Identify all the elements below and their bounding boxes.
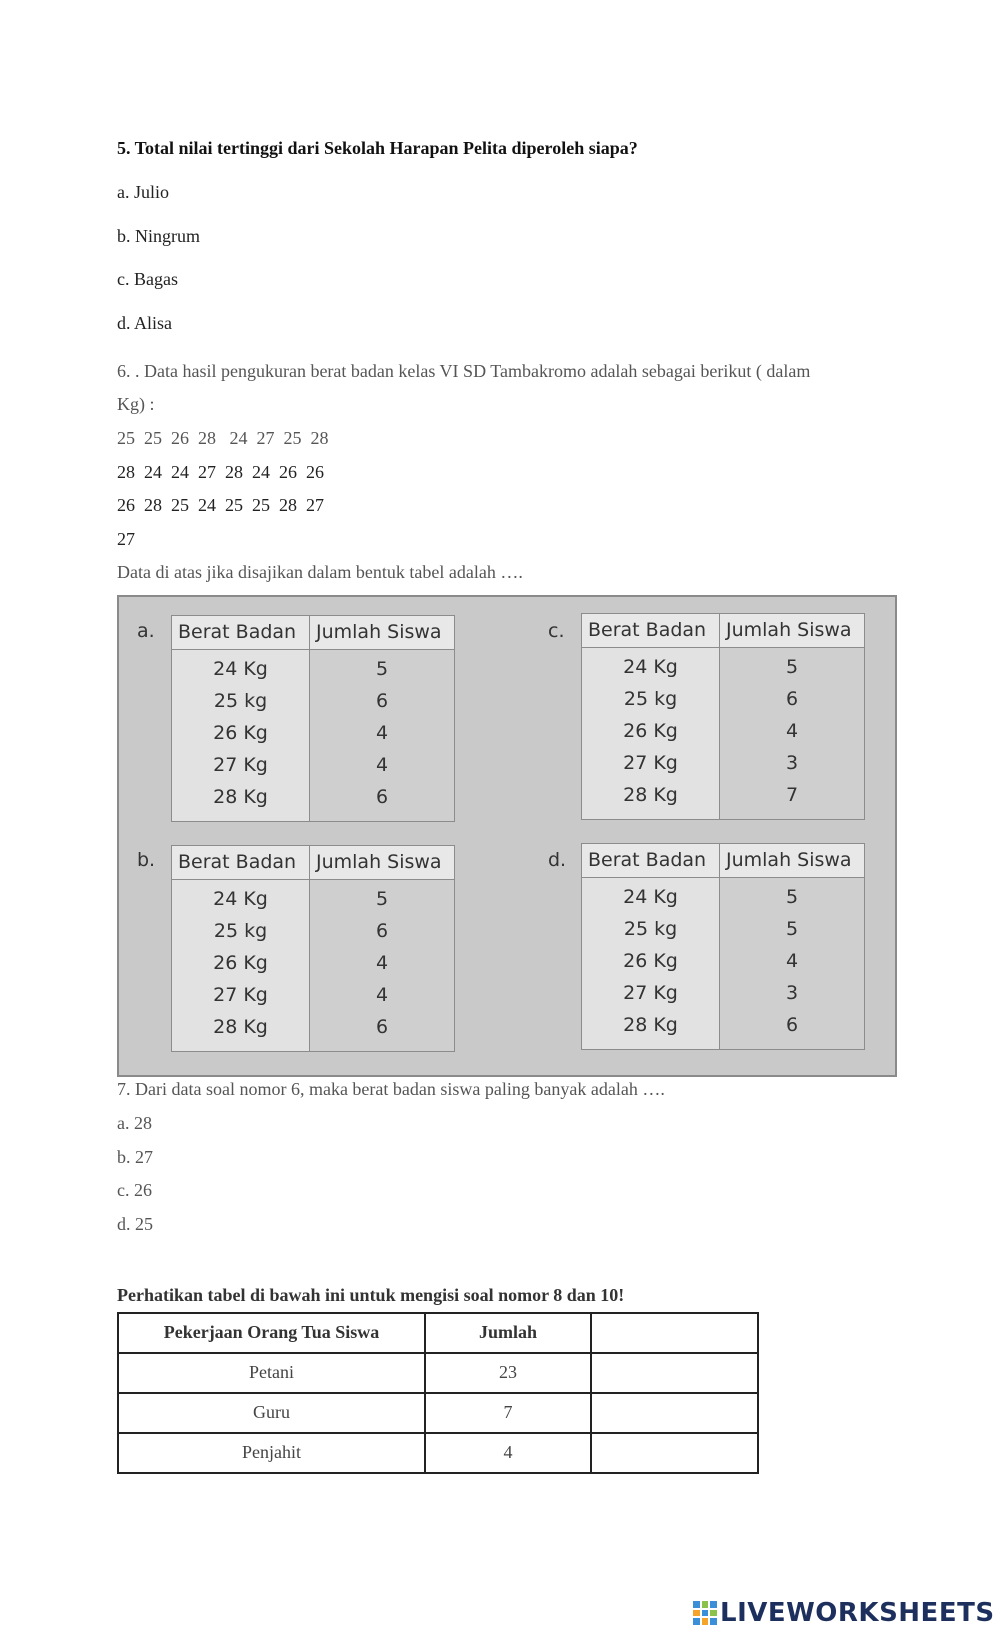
q6-data-row-4: 27: [117, 529, 135, 549]
q5-option-b: b. Ningrum: [117, 226, 200, 246]
option-a-weight: 28 Kg: [213, 786, 268, 808]
empty-cell: [591, 1353, 758, 1393]
table-row: [118, 1353, 758, 1393]
count-cell: 4: [425, 1433, 591, 1473]
job-cell: Petani: [118, 1353, 425, 1393]
option-b-weight: 27 Kg: [213, 984, 268, 1006]
option-a-count: 6: [375, 786, 389, 808]
option-d-weight: 27 Kg: [623, 982, 678, 1004]
q7-question: 7. Dari data soal nomor 6, maka berat badan siswa paling banyak adalah ….: [117, 1079, 665, 1099]
option-b-weight: 25 kg: [213, 920, 268, 942]
job-cell: Penjahit: [118, 1433, 425, 1473]
logo-text: LIVEWORKSHEETS: [720, 1598, 995, 1628]
option-d-weight: 28 Kg: [623, 1014, 678, 1036]
option-a-count: 4: [375, 754, 389, 776]
option-a-header-count: Jumlah Siswa: [316, 621, 442, 643]
header-count: Jumlah: [425, 1313, 591, 1353]
option-b-count: 4: [375, 952, 389, 974]
option-b-header-count: Jumlah Siswa: [316, 851, 442, 873]
option-c-count: 4: [785, 720, 799, 742]
table-row: [118, 1393, 758, 1433]
q5-option-c: c. Bagas: [117, 269, 178, 289]
option-d-count: 5: [785, 886, 799, 908]
q6-data-row-3: 26 28 25 24 25 25 28 27: [117, 495, 324, 515]
option-a-header-weight: Berat Badan: [172, 616, 310, 649]
option-b-weight: 24 Kg: [213, 888, 268, 910]
option-a-count: 6: [375, 690, 389, 712]
option-b-weight: 26 Kg: [213, 952, 268, 974]
q6-data-row-1: 25 25 26 28 24 27 25 28: [117, 428, 329, 448]
q7-option-b: b. 27: [117, 1147, 153, 1167]
option-d-count: 5: [785, 918, 799, 940]
option-b-count: 4: [375, 984, 389, 1006]
table-header-row: [118, 1313, 758, 1353]
option-c-header-weight: Berat Badan: [582, 614, 720, 647]
option-b-count: 5: [375, 888, 389, 910]
option-c-count: 7: [785, 784, 799, 806]
q5-option-a: a. Julio: [117, 182, 169, 202]
table-row: [118, 1433, 758, 1473]
q6-question-line2: Kg) :: [117, 394, 155, 414]
q5-option-d: d. Alisa: [117, 313, 173, 333]
empty-cell: [591, 1433, 758, 1473]
q5-question: 5. Total nilai tertinggi dari Sekolah Harapan Pelita diperoleh siapa?: [117, 138, 638, 158]
liveworksheets-logo: [693, 1598, 995, 1628]
option-b-weight: 28 Kg: [213, 1016, 268, 1038]
logo-grid-icon: [693, 1601, 717, 1625]
option-a-weight: 26 Kg: [213, 722, 268, 744]
option-d-count: 4: [785, 950, 799, 972]
q6-options-panel: [117, 595, 897, 1077]
option-a-count: 5: [375, 658, 389, 680]
option-d-count: 6: [785, 1014, 799, 1036]
option-c-weight: 28 Kg: [623, 784, 678, 806]
q7-option-c: c. 26: [117, 1180, 152, 1200]
job-cell: Guru: [118, 1393, 425, 1433]
count-cell: 7: [425, 1393, 591, 1433]
empty-cell: [591, 1393, 758, 1433]
option-b-table: [171, 845, 455, 1052]
option-c-weight: 26 Kg: [623, 720, 678, 742]
option-a-count: 4: [375, 722, 389, 744]
option-d-table: [581, 843, 865, 1050]
option-c-weight: 27 Kg: [623, 752, 678, 774]
option-c-count: 3: [785, 752, 799, 774]
option-c-count: 5: [785, 656, 799, 678]
option-c-header-count: Jumlah Siswa: [726, 619, 852, 641]
section-instruction: Perhatikan tabel di bawah ini untuk mengisi soal nomor 8 dan 10!: [117, 1285, 625, 1305]
option-d-letter: d.: [548, 849, 567, 871]
header-job: Pekerjaan Orang Tua Siswa: [118, 1313, 425, 1353]
q7-option-a: a. 28: [117, 1113, 152, 1133]
option-c-count: 6: [785, 688, 799, 710]
count-cell: 23: [425, 1353, 591, 1393]
option-b-count: 6: [375, 1016, 389, 1038]
q6-prompt: Data di atas jika disajikan dalam bentuk tabel adalah ….: [117, 562, 523, 582]
option-d-header-weight: Berat Badan: [582, 844, 720, 877]
q7-option-d: d. 25: [117, 1214, 153, 1234]
option-b-count: 6: [375, 920, 389, 942]
option-a-weight: 24 Kg: [213, 658, 268, 680]
parent-job-table: [117, 1312, 759, 1474]
option-c-table: [581, 613, 865, 820]
option-c-weight: 24 Kg: [623, 656, 678, 678]
option-a-table: [171, 615, 455, 822]
option-d-weight: 26 Kg: [623, 950, 678, 972]
option-a-weight: 25 kg: [213, 690, 268, 712]
q6-data-row-2: 28 24 24 27 28 24 26 26: [117, 462, 324, 482]
option-b-header-weight: Berat Badan: [172, 846, 310, 879]
option-d-header-count: Jumlah Siswa: [726, 849, 852, 871]
option-a-weight: 27 Kg: [213, 754, 268, 776]
option-d-count: 3: [785, 982, 799, 1004]
option-d-weight: 24 Kg: [623, 886, 678, 908]
option-b-letter: b.: [137, 849, 156, 871]
q6-question-line1: 6. . Data hasil pengukuran berat badan kelas VI SD Tambakromo adalah sebagai berikut ( dalam: [117, 361, 811, 381]
option-c-letter: c.: [548, 620, 565, 642]
header-empty: [591, 1313, 758, 1353]
option-a-letter: a.: [137, 620, 155, 642]
option-d-weight: 25 kg: [623, 918, 678, 940]
option-c-weight: 25 kg: [623, 688, 678, 710]
